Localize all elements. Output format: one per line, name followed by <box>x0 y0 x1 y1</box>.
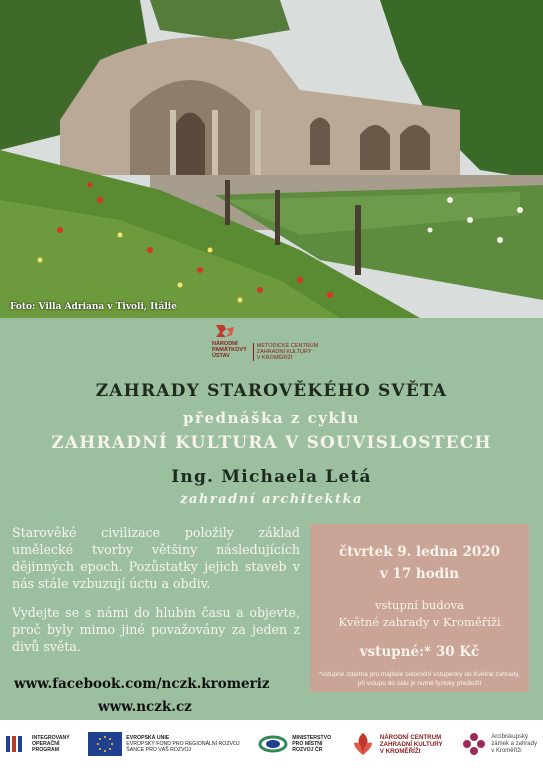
iop-line1: INTEGROVANÝ <box>32 735 70 741</box>
mmr-line1: MINISTERSTVO <box>292 735 332 741</box>
event-venue-line2: Květné zahrady v Kroměříži <box>338 615 501 629</box>
mmr-line3: ROZVOJ ČR <box>292 747 323 753</box>
npu-line3: ÚSTAV <box>212 353 230 359</box>
iop-logo <box>6 734 70 754</box>
eu-flag-icon <box>88 732 122 756</box>
flower-ornament-icon <box>461 731 487 757</box>
arc-line1: Arcibiskupský <box>491 733 528 740</box>
series-intro: přednáška z cyklu <box>183 409 360 427</box>
nczk-line1: NÁRODNÍ CENTRUM <box>379 733 442 741</box>
series-name: ZAHRADNÍ KULTURA V SOUVISLOSTECH <box>51 433 492 453</box>
iop-flag-icon <box>6 734 28 754</box>
npu-logo <box>212 323 247 359</box>
nczk-logo <box>350 731 443 757</box>
nczk-line2: ZAHRADNÍ KULTURY <box>379 740 443 748</box>
eu-line1: EVROPSKÁ UNIE <box>126 735 170 741</box>
speaker-role: zahradní architektka <box>180 492 363 507</box>
mmr-emblem-icon <box>258 734 288 754</box>
facebook-link[interactable]: www.facebook.com/nczk.kromeriz <box>14 676 270 692</box>
arc-line3: v Kroměříži <box>491 747 522 754</box>
description-paragraph-1: Starověké civilizace položily základ umělecké tvorby většiny následujících dějinných epoch. Pozůstatky jejich staveb v nás stále vzbuzují úctu a obdiv. <box>12 525 300 591</box>
event-info-box <box>310 524 529 692</box>
iop-line2: OPERAČNÍ <box>32 741 60 747</box>
iop-line3: PROGRAM <box>32 747 60 753</box>
npu-line2: PAMÁTKOVÝ <box>212 347 247 353</box>
npu-line1: NÁRODNÍ <box>212 341 238 347</box>
website-link[interactable]: www.nczk.cz <box>98 699 192 715</box>
mc-line2: ZAHRADNÍ KULTURY <box>256 349 312 355</box>
eu-line3: ŠANCE PRO VÁŠ ROZVOJ <box>126 747 192 753</box>
mc-line3: V KROMĚŘÍŽI <box>256 355 293 361</box>
hero-photo <box>0 0 543 318</box>
description-paragraph-2: Vydejte se s námi do hlubin času a objevte, proč byly mimo jiné považovány za jeden z divů světa. <box>12 605 300 654</box>
event-price-note: *vstupné zdarma pro majitele celoroční vstupenky do Květné zahrady, při vstupu do sálu je nutné fyzicky předložit <box>319 671 520 687</box>
nczk-line3: V KROMĚŘÍŽI <box>379 747 421 755</box>
sponsor-footer <box>0 720 543 768</box>
mmr-logo <box>258 734 331 754</box>
event-venue-line1: vstupní budova <box>375 598 464 612</box>
speaker-name: Ing. Michaela Letá <box>171 467 372 487</box>
eu-logo <box>88 732 239 756</box>
lecture-title: ZAHRADY STAROVĚKÉHO SVĚTA <box>95 381 448 401</box>
nczk-emblem-icon <box>350 731 376 757</box>
organizer-logos <box>212 323 318 361</box>
photo-credit: Foto: Villa Adriana v Tivoli, Itálie <box>10 302 177 312</box>
event-price: vstupné:* 30 Kč <box>359 644 480 660</box>
event-time: v 17 hodin <box>379 566 460 582</box>
npu-emblem-icon <box>212 323 238 341</box>
metodicke-centrum-logo <box>253 343 319 361</box>
mc-line1: METODICKÉ CENTRUM <box>256 343 319 349</box>
event-date: čtvrtek 9. ledna 2020 <box>338 544 501 560</box>
villa-adriana-illustration <box>0 0 543 318</box>
arcibiskupsky-zamek-logo <box>461 731 537 757</box>
mmr-line2: PRO MÍSTNÍ <box>292 741 323 747</box>
eu-line2: EVROPSKÝ FOND PRO REGIONÁLNÍ ROZVOJ <box>126 741 240 747</box>
arc-line2: zámek a zahrady <box>491 740 537 747</box>
